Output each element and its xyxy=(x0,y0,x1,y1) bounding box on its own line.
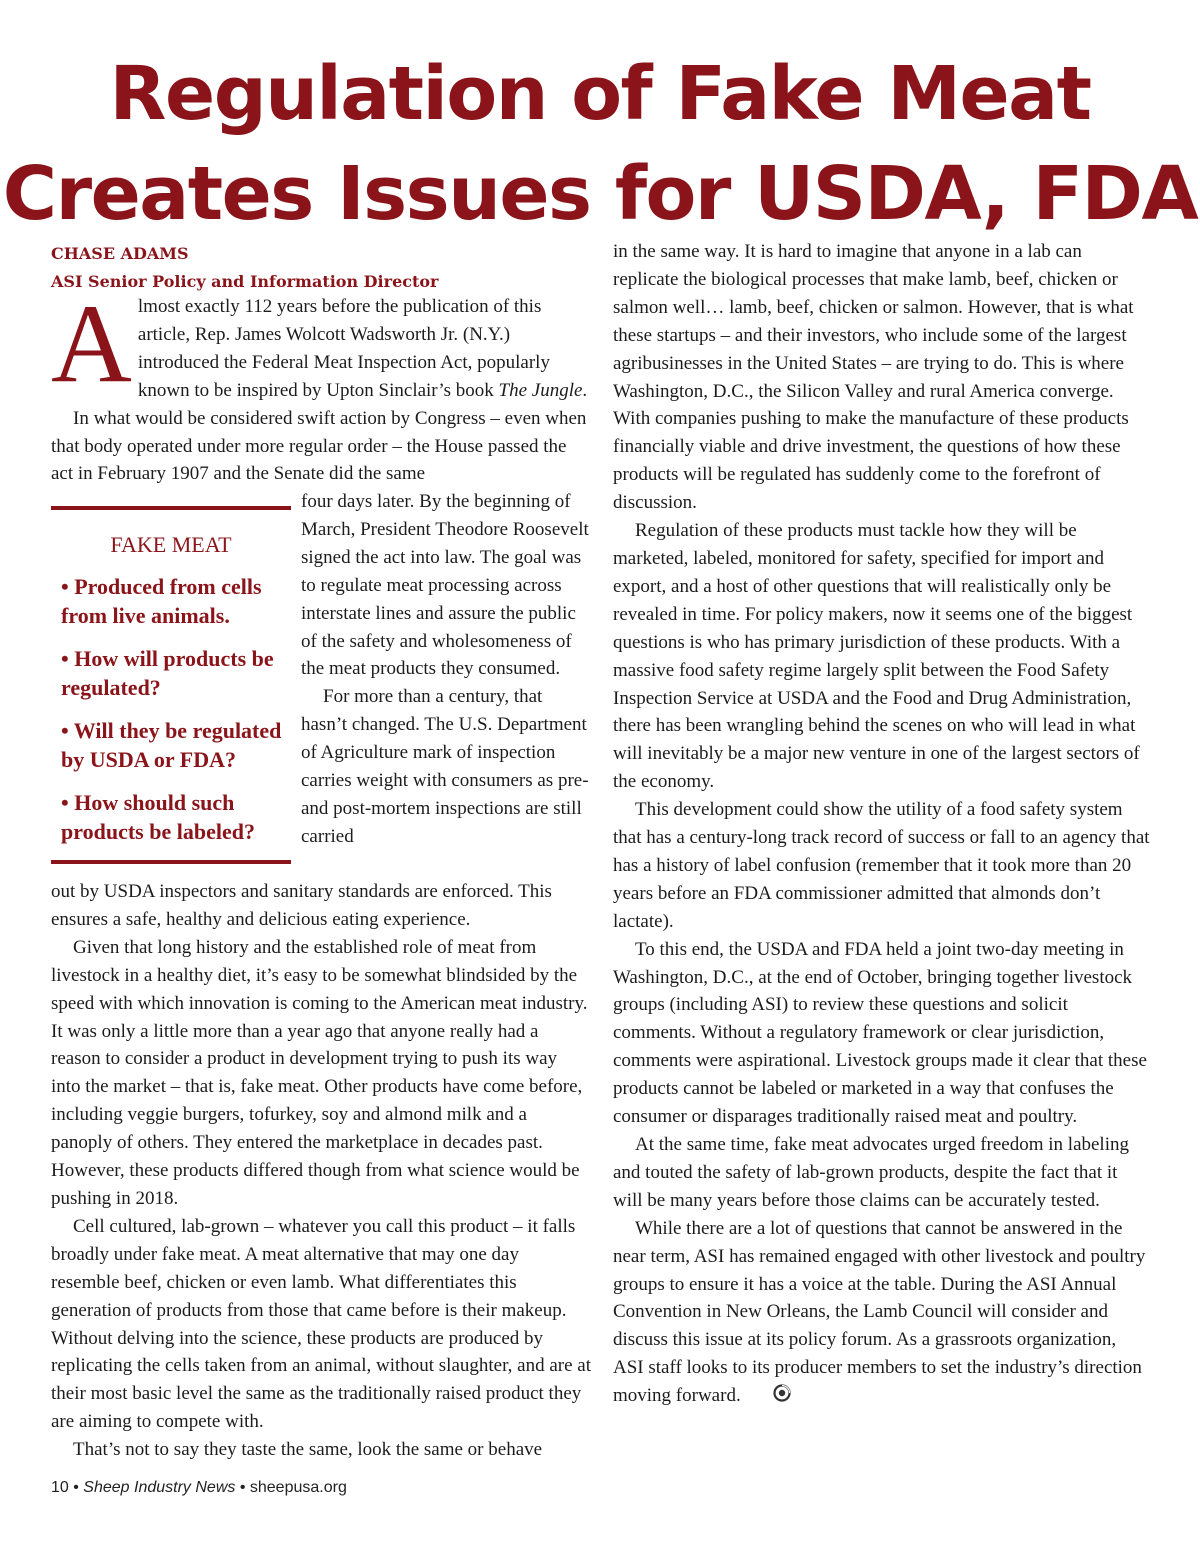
paragraph-6a: That’s not to say they taste the same, look the same or behave xyxy=(73,1439,543,1461)
column-left-top xyxy=(51,282,591,488)
author-name: CHASE ADAMS xyxy=(51,244,189,263)
paragraph-9: To this end, the USDA and FDA held a joint two-day meeting in Washington, D.C., at the end of October, bringing together livestock groups (including ASI) to review these questions and solicit comments. Without a regulatory framework or clear jurisdiction, comments were aspirational. Livestock groups made it clear that these products cannot be labeled or marketed in a way that confuses the consumer or disparages traditionally raised meat and poultry. xyxy=(613,938,1147,1128)
paragraph-2a: In what would be considered swift action by Congress – even when that body operated under more regular order – the House passed the act in February 1907 and the Senate did the same xyxy=(51,407,587,485)
title-line-2: Creates Issues for USDA, FDA xyxy=(2,151,1198,237)
paragraph-intro xyxy=(51,282,591,406)
intro-end: . xyxy=(582,379,588,401)
intro-text: lmost exactly 112 years before the publication of this article, Rep. James Wolcott Wadsworth Jr. (N.Y.) introduced the Federal Meat Inspection Act, popularly known to be inspired by Upton Sinclair’s book xyxy=(137,296,550,401)
book-title: The Jungle xyxy=(498,379,583,401)
page-footer xyxy=(51,1479,347,1497)
paragraph-8: This development could show the utility of a food safety system that has a century-long track record of success or fall to an agency that has a history of label confusion (remember that it took more than 20 years before an FDA commissioner admitted that almonds don’t lactate). xyxy=(613,799,1150,932)
paragraph-11 xyxy=(613,1215,1150,1411)
column-left-narrow xyxy=(301,488,591,851)
paragraph-11-text: While there are a lot of questions that cannot be answered in the near term, ASI has remained engaged with other livestock and poultry groups to ensure it has a voice at the table. During the ASI Annual Convention in New Orleans, the Lamb Council will consider and discuss this issue at its policy forum. As a grassroots organization, ASI staff looks to its producer members to set the industry’s direction moving forward. xyxy=(613,1217,1146,1407)
sidebar-item: • How should such products be labeled? xyxy=(61,790,255,844)
paragraph-6b: in the same way. It is hard to imagine that anyone in a lab can replicate the biological processes that make lamb, beef, chicken or salmon well… lamb, beef, chicken or salmon. However, that is what these startups – and their investors, who include some of the largest agribusinesses in the United States – are trying to do. This is where Washington, D.C., the Silicon Valley and rural America converge. With companies pushing to make the manufacture of these products financially viable and drive investment, the questions of how these products will be regulated has suddenly come to the forefront of discussion. xyxy=(613,241,1134,514)
title-line-1: Regulation of Fake Meat xyxy=(109,51,1091,137)
drop-cap: A xyxy=(51,282,132,406)
paragraph-3b: out by USDA inspectors and sanitary standards are enforced. This ensures a safe, healthy and delicious eating experience. xyxy=(51,881,552,930)
author-role: ASI Senior Policy and Information Director xyxy=(51,272,439,291)
paragraph-4: Given that long history and the established role of meat from livestock in a healthy diet, it’s easy to be somewhat blindsided by the speed with which innovation is coming to the American meat industry. It was only a little more than a year ago that anyone really had a reason to consider a product in development trying to push its way into the market – that is, fake meat. Other products have come before, including veggie burgers, tofurkey, soy and almond milk and a panoply of others. They entered the marketplace in decades past. However, these products differed though from what science would be pushing in 2018. xyxy=(51,936,588,1209)
publication-name: Sheep Industry News xyxy=(83,1479,236,1496)
page-number: 10 • xyxy=(51,1479,79,1496)
sidebar-item: • Produced from cells from live animals. xyxy=(61,574,262,628)
sidebar-rule-bottom xyxy=(51,860,291,864)
asi-end-mark-icon xyxy=(751,1383,791,1411)
sidebar-item: • Will they be regulated by USDA or FDA? xyxy=(61,718,282,772)
sidebar-rule-top xyxy=(51,506,291,510)
sidebar-heading: FAKE MEAT xyxy=(110,532,232,557)
sidebar-fake-meat xyxy=(51,506,291,864)
column-right xyxy=(613,238,1150,1411)
article-title xyxy=(0,44,1200,244)
sidebar-item: • How will products be regulated? xyxy=(61,646,274,700)
column-left-bottom xyxy=(51,878,591,1464)
paragraph-7: Regulation of these products must tackle how they will be marketed, labeled, monitored for safety, specified for import and export, and a host of other questions that will realistically only be revealed in time. For policy makers, now it seems one of the biggest questions is who has primary jurisdiction of these products. With a massive food safety regime largely split between the Food Safety Inspection Service at USDA and the Food and Drug Administration, there has been wrangling behind the scenes on who will lead in what will inevitably be a major new venture in one of the largest sectors of the economy. xyxy=(613,520,1140,793)
website: • sheepusa.org xyxy=(239,1479,347,1496)
paragraph-5: Cell cultured, lab-grown – whatever you call this product – it falls broadly under fake meat. A meat alternative that may one day resemble beef, chicken or even lamb. What differentiates this generation of products from those that came before is their makeup. Without delving into the science, these products are produced by replicating the cells taken from an animal, without slaughter, and are at their most basic level the same as the traditionally raised product they are aiming to compete with. xyxy=(51,1215,592,1433)
paragraph-2b: four days later. By the beginning of March, President Theodore Roosevelt signed the act into law. The goal was to regulate meat processing across interstate lines and assure the public of the safety and wholesomeness of the meat products they consumed. xyxy=(301,491,589,680)
paragraph-10: At the same time, fake meat advocates urged freedom in labeling and touted the safety of lab-grown products, despite the fact that it will be many years before those claims can be accurately tested. xyxy=(613,1134,1129,1211)
paragraph-3a: For more than a century, that hasn’t changed. The U.S. Department of Agriculture mark of inspection carries weight with consumers as pre- and post-mortem inspections are still carried xyxy=(301,686,589,847)
